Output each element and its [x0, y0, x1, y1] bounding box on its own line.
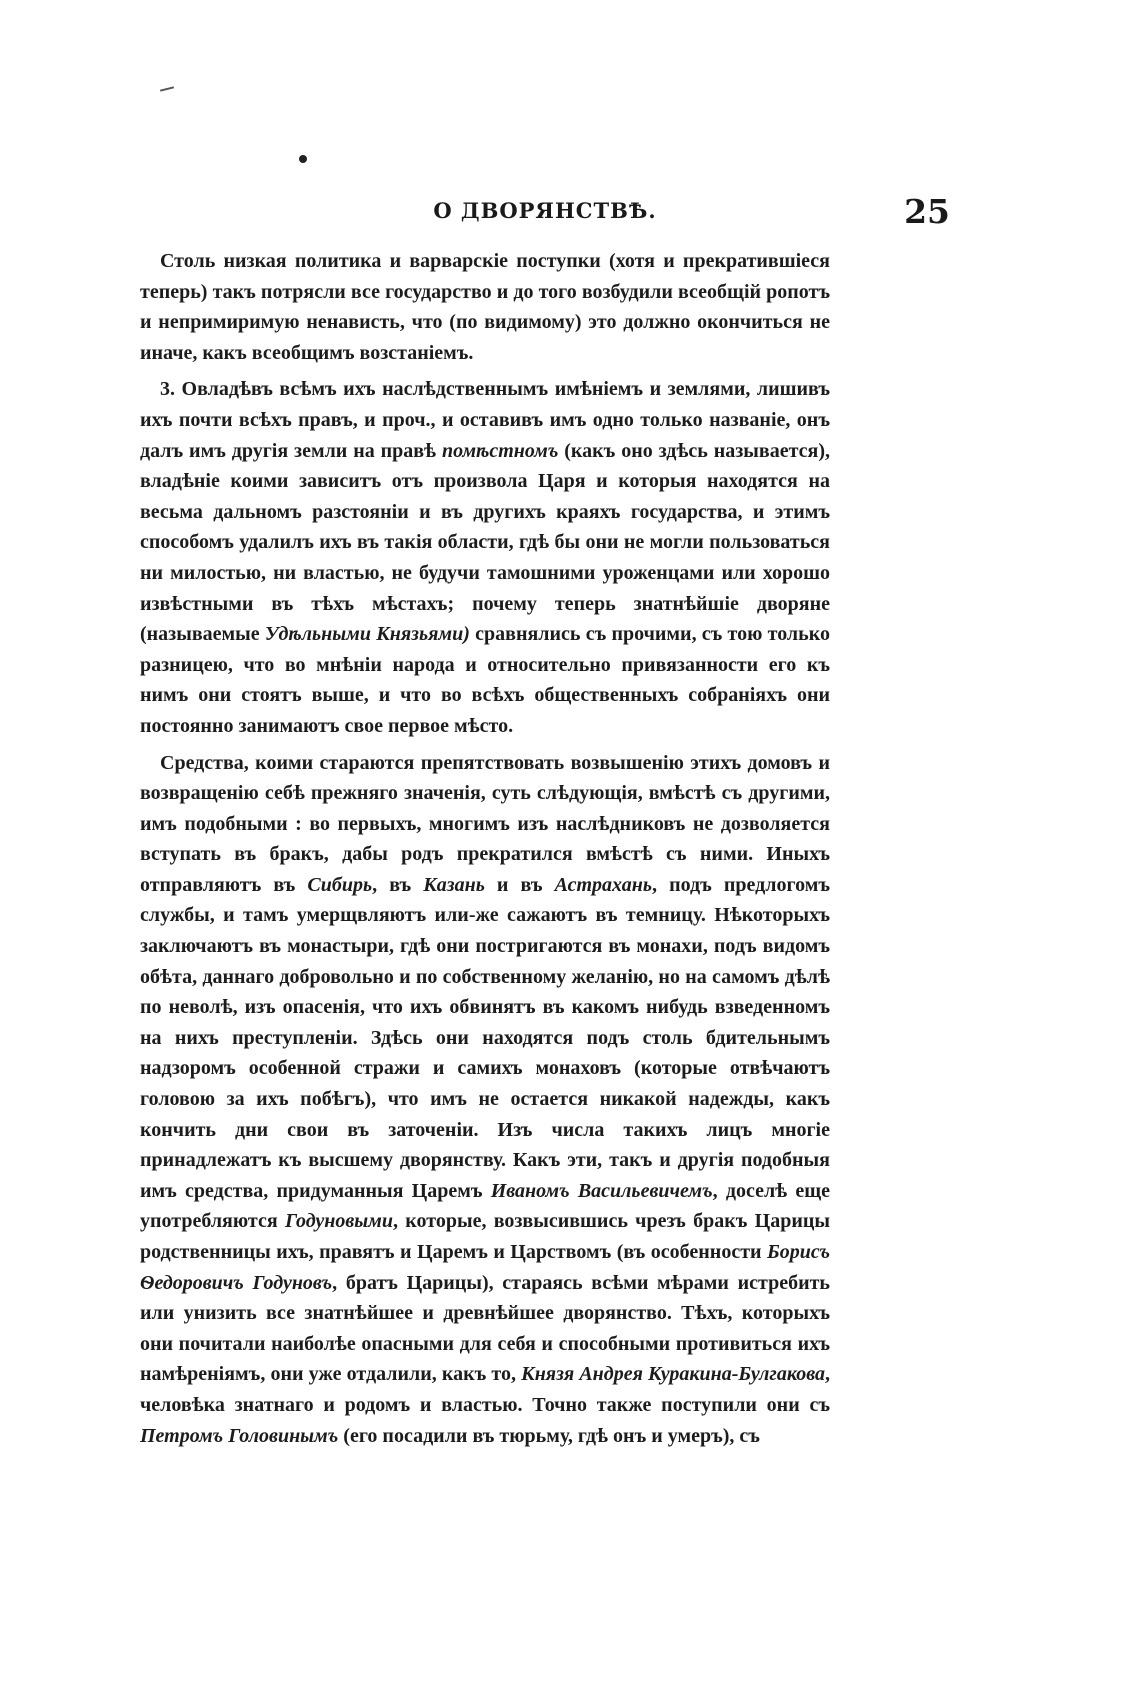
page-header: [140, 192, 950, 232]
stray-mark: [160, 86, 174, 91]
body-text: [140, 246, 830, 1457]
italic-text-run: Сибирь: [307, 873, 373, 896]
italic-text-run: Петромъ Головинымъ: [140, 1424, 339, 1447]
text-run: (какъ оно здѣсь называется), владѣніе коими зависитъ отъ произвола Царя и которыя находятся на весьма дальномъ разстояніи и въ другихъ краяхъ государства, и этимъ способомъ удалилъ ихъ въ такія области, гдѣ бы они не могли пользоваться ни милостью, ни властью, не будучи тамошними уроженцами или хорошо извѣстными въ тѣхъ мѣстахъ; почему теперь знатнѣйшіе дворяне (называемые: [140, 439, 831, 646]
ink-dot: [299, 155, 307, 163]
italic-text-run: помѣстномъ: [441, 439, 559, 462]
text-run: , подъ предлогомъ службы, и тамъ умерщвляютъ или-же сажаютъ въ темницу. Нѣкоторыхъ заключаютъ въ монастыри, гдѣ они постригаются въ монахи, подъ видомъ обѣта, даннаго добровольно и по собственному желанію, но на самомъ дѣлѣ по неволѣ, изъ опасенія, что ихъ обвинятъ въ какомъ нибудь взведенномъ на нихъ преступленіи. Здѣсь они находятся подъ столь бдительнымъ надзоромъ особенной стражи и самихъ монаховъ (которые отвѣчаютъ головою за ихъ побѣгъ), что имъ не остается никакой надежды, какъ кончить дни свои въ заточеніи. Изъ числа такихъ лицъ многіе принадлежатъ къ высшему дворянству. Какъ эти, такъ и другія подобныя имъ средства, придуманныя Царемъ: [140, 873, 830, 1202]
page-number: 25: [904, 192, 950, 231]
text-run: Средства, коими стараются препятствовать возвышенію этихъ домовъ и возвращенію себѣ прежняго значенія, суть слѣдующія, вмѣстѣ съ другими, имъ подобными : во первыхъ, многимъ изъ наслѣдниковъ не дозволяется вступать въ бракъ, дабы родъ прекратился вмѣстѣ съ ними. Иныхъ отправляютъ въ: [140, 751, 830, 896]
text-run: и въ: [484, 873, 555, 896]
text-run: сравнялись съ прочими, съ тою только разницею, что во мнѣніи народа и относительно привязанности его къ нимъ они стоятъ выше, и что во всѣхъ общественныхъ собраніяхъ они постоянно занимаютъ свое первое мѣсто.: [140, 623, 830, 737]
paragraph-1: [140, 246, 830, 368]
italic-text-run: Иваномъ Васильевичемъ: [490, 1179, 713, 1202]
text-run: , братъ Царицы), стараясь всѣми мѣрами истребить или унизить все знатнѣйшее и древнѣйшее дворянство. Тѣхъ, которыхъ они почитали наиболѣе опасными для себя и способными противиться ихъ намѣреніямъ, они уже отдалили, какъ то,: [140, 1271, 831, 1386]
text-run: , въ: [372, 873, 424, 896]
italic-text-run: Борисъ Ѳедоровичъ Годуновъ: [140, 1241, 830, 1294]
text-run: , человѣка знатнаго и родомъ и властью. Точно также поступили они съ: [140, 1363, 830, 1416]
italic-text-run: Казань: [423, 873, 485, 896]
text-run: , которые, возвысившись чрезъ бракъ Царицы родственницы ихъ, правятъ и Царемъ и Царствомъ (въ особенности: [140, 1210, 831, 1263]
italic-text-run: Годуновыми: [284, 1210, 393, 1233]
italic-text-run: Князя Андрея Куракина-Булгакова: [521, 1363, 825, 1386]
paragraph-3: [140, 748, 830, 1452]
running-title: О ДВОРЯНСТВѢ.: [433, 198, 657, 223]
text-run: (его посадили въ тюрьму, гдѣ онъ и умеръ), съ: [338, 1424, 760, 1447]
text-run: 3. Овладѣвъ всѣмъ ихъ наслѣдственнымъ имѣніемъ и землями, лишивъ ихъ почти всѣхъ правъ, и проч., и оставивъ имъ одно только названіе, онъ далъ имъ другія земли на правѣ: [140, 378, 830, 462]
italic-text-run: Удѣльными Князьями): [264, 623, 470, 646]
italic-text-run: Астрахань: [554, 873, 653, 896]
text-run: Столь низкая политика и варварскіе поступки (хотя и прекратившіеся теперь) такъ потрясли все государство и до того возбудили всеобщій ропотъ и непримиримую ненависть, что (по видимому) это должно окончиться не иначе, какъ всеобщимъ возстаніемъ.: [140, 250, 830, 364]
paragraph-2: [140, 374, 830, 741]
text-run: , доселѣ еще употребляются: [140, 1179, 831, 1233]
